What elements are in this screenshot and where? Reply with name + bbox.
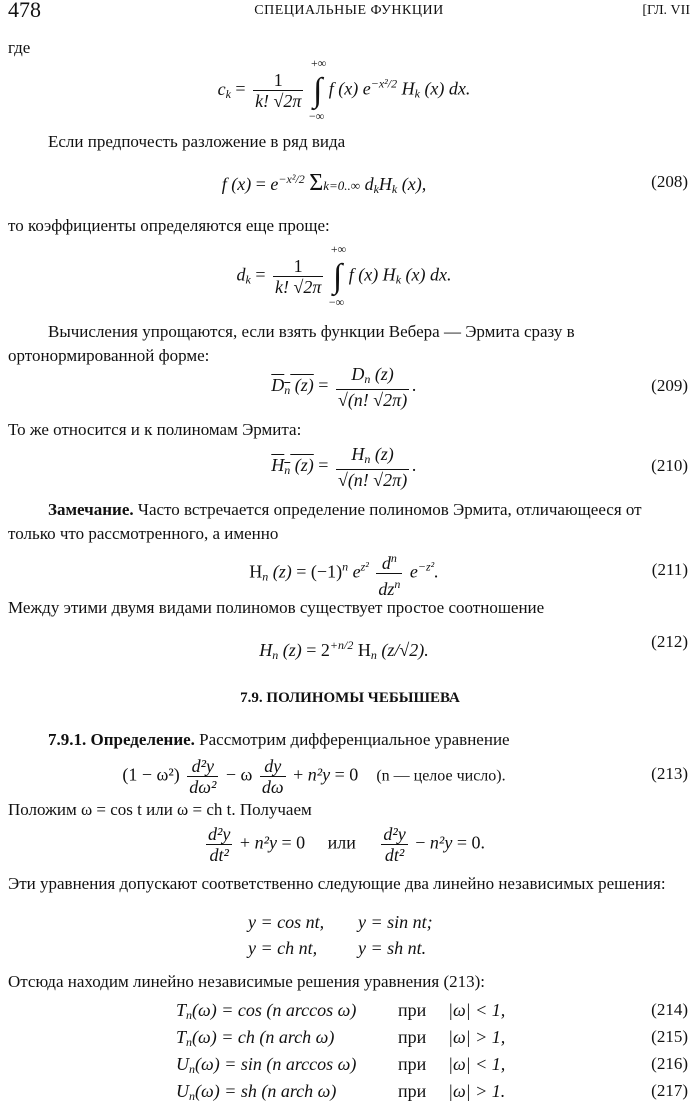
equation-213: (1 − ω²) $\frac{\text{d²y}}{\text{dω²}}$ − ω $\frac{dy}{d\omega}$ + n²y = 0 (n — целое число). (213) — [122, 756, 688, 797]
equation-210: $H_n$ (z) = $\frac{H_n (z)}{√(n! √2\pi)}$ . (210) — [271, 444, 688, 490]
paragraph-8: Отсюда находим линейно независимые решения уравнения (213): — [8, 972, 485, 991]
paragraph-2: то коэффициенты определяются еще проще: — [8, 216, 330, 235]
result-lhs: U — [176, 1081, 189, 1101]
word-ili: или — [327, 832, 356, 853]
paragraph-4: То же относится и к полиномам Эрмита: — [8, 420, 302, 439]
eq-number-217: (217) — [651, 1081, 688, 1100]
remark-paragraph — [8, 498, 688, 546]
subsection-text: Рассмотрим дифференциальное уравнение — [194, 730, 510, 749]
solution-sin: y = sin nt; — [358, 912, 433, 932]
book-page: 478 СПЕЦИАЛЬНЫЕ ФУНКЦИИ [ГЛ. VII где $c_k$ = $\frac{1}{k! √2\pi}$ ∫ +∞ −∞ f (x) $e^{-x^2/2}$ $H_k$ (x) dx. Если предпочесть разложение в ряд вида f $(x) = e^{-x^2/2}$ Σk=0..∞ $d_kH_k$ (x), (208) то коэффициенты определяются еще проще: $d_k$ = $\frac{1}{k! √2\pi}$ ∫ +∞ −∞ f (x) $H_k$ (x) dx. Вычисления упрощаются, если взять функции Вебера — Эрмита сразу в ортонормированной форме: $D_n$ (z) = $\frac{D_n (z)}{√(n! √2\pi)}$ . (209) То же относится и к полиномам Эрмита: $H_n$ (z) = $\frac{H_n (z)}{√(n! √2\pi)}$ . (210) Замечание. Часто встречается определение полиномов Эрмита, отличающееся от только что рассмотренного, а именно $H_n$ $(z) = (-1)^n$ $e^{z^2}$ $\frac{d^n}{dz^n}$ $e^{-z^2}$. (211) Между этими двумя видами полиномов существует простое соотношение $H_n$ $(z) = 2^{+n/2}$ $H_n$ (z/√2). (212) 7.9. ПОЛИНОМЫ ЧЕБЫШЕВА 7.9.1. Определение. Рассмотрим дифференциальное уравнение (1 − ω²) $\frac{\text{d²y}}{\text{dω²}}$ − ω $\frac{dy}{d\omega}$ + n²y = 0 (n — целое число). (213) Положим ω = cos t или ω = ch t. Получаем $\frac{\text{d²y}}{\text{dt²}}$ + n²y = 0 или $\frac{\text{d²y}}{\text{dt²}}$ − n²y = 0. Эти уравнения допускают соответственно следующие два линейно независимых решения: y = cos nt, y = sin nt; y = ch nt, y = sh nt. Отсюда находим линейно независимые решения уравнения (213): $T_n(\omega) = \cos (n$ arccos ω) при |ω| < 1, (214) $T_n(\omega)$ = ch (n arch ω) при |ω| > 1, (215) $U_n(\omega) = \sin (n$ arccos ω) при |ω| < 1, (216) $U_n(\omega)$ = sh (n arch ω) при |ω| > 1. (217) — [0, 0, 700, 1118]
eq-number-211: (211) — [651, 560, 688, 579]
equation-t-pair: $\frac{\text{d²y}}{\text{dt²}}$ + n²y = 0 или $\frac{\text{d²y}}{\text{dt²}}$ − n²y = 0. — [208, 824, 485, 865]
result-lhs: U — [176, 1054, 189, 1074]
solution-ch: y = ch nt, — [248, 938, 318, 958]
subsection-label: 7.9.1. Определение. — [48, 730, 195, 749]
remark-text: Часто встречается определение полиномов Эрмита, отличающееся от только что рассмотренного, а именно — [8, 500, 642, 543]
result-rhs: (ω) = cos (n arccos ω) — [192, 1000, 357, 1020]
result-lhs: T — [176, 1027, 187, 1047]
eq-number-212: (212) — [651, 632, 688, 651]
paragraph-6: Положим ω = cos t или ω = ch t. Получаем — [8, 800, 312, 819]
section-title: 7.9. ПОЛИНОМЫ ЧЕБЫШЕВА — [240, 690, 460, 706]
result-lhs: T — [176, 1000, 187, 1020]
paragraph-3: Вычисления упрощаются, если взять функции Вебера — Эрмита сразу в ортонормированной форме: — [8, 322, 575, 365]
subsection-paragraph — [8, 728, 688, 752]
solution-cos: y = cos nt, — [248, 912, 325, 932]
equation-209: $D_n$ (z) = $\frac{D_n (z)}{√(n! √2\pi)}$ . (209) — [271, 364, 688, 410]
equation-208: f $(x) = e^{-x^2/2}$ Σk=0..∞ $d_kH_k$ (x), (208) — [221, 170, 688, 196]
word-pri: при — [398, 1000, 427, 1020]
equation-211: $H_n$ $(z) = (-1)^n$ $e^{z^2}$ $\frac{d^n}{dz^n}$ $e^{-z^2}$. (211) — [249, 551, 688, 599]
eq-number-215: (215) — [651, 1027, 688, 1046]
eq-number-208: (208) — [651, 172, 688, 191]
eq-number-216: (216) — [651, 1054, 688, 1073]
paragraph-7: Эти уравнения допускают соответственно следующие два линейно независимых решения: — [8, 874, 666, 893]
equation-dk: $d_k$ = $\frac{1}{k! √2\pi}$ ∫ +∞ −∞ f (x) $H_k$ (x) dx. — [236, 241, 452, 309]
result-condition: |ω| < 1, — [448, 1054, 506, 1074]
eq-number-213: (213) — [651, 764, 688, 783]
result-condition: |ω| > 1, — [448, 1027, 506, 1047]
eq-number-209: (209) — [651, 376, 688, 395]
result-rhs: (ω) = ch (n arch ω) — [192, 1027, 335, 1047]
running-title: СПЕЦИАЛЬНЫЕ ФУНКЦИИ — [254, 3, 444, 18]
eq-number-214: (214) — [651, 1000, 688, 1019]
equation-ck: $c_k$ = $\frac{1}{k! √2\pi}$ ∫ +∞ −∞ f (x) $e^{-x^2/2}$ $H_k$ (x) dx. — [217, 55, 471, 123]
eq-number-210: (210) — [651, 456, 688, 475]
solution-sh: y = sh nt. — [358, 938, 427, 958]
whole-number-note: (n — целое число). — [376, 767, 506, 785]
word-pri: при — [398, 1081, 427, 1101]
result-rhs: (ω) = sh (n arch ω) — [195, 1081, 337, 1101]
result-rhs: (ω) = sin (n arccos ω) — [195, 1054, 357, 1074]
word-pri: при — [398, 1027, 427, 1047]
remark-label: Замечание. — [48, 500, 134, 519]
word-gde: где — [8, 38, 31, 57]
chapter-label: [ГЛ. VII — [642, 3, 690, 18]
result-condition: |ω| > 1. — [448, 1081, 506, 1101]
word-pri: при — [398, 1054, 427, 1074]
paragraph-1: Если предпочесть разложение в ряд вида — [48, 132, 346, 151]
paragraph-5: Между этими двумя видами полиномов существует простое соотношение — [8, 598, 545, 617]
result-condition: |ω| < 1, — [448, 1000, 506, 1020]
page-header — [8, 0, 690, 24]
equation-212: $H_n$ $(z) = 2^{+n/2}$ $H_n$ (z/√2). (212) — [259, 632, 688, 662]
page-number: 478 — [8, 0, 41, 22]
